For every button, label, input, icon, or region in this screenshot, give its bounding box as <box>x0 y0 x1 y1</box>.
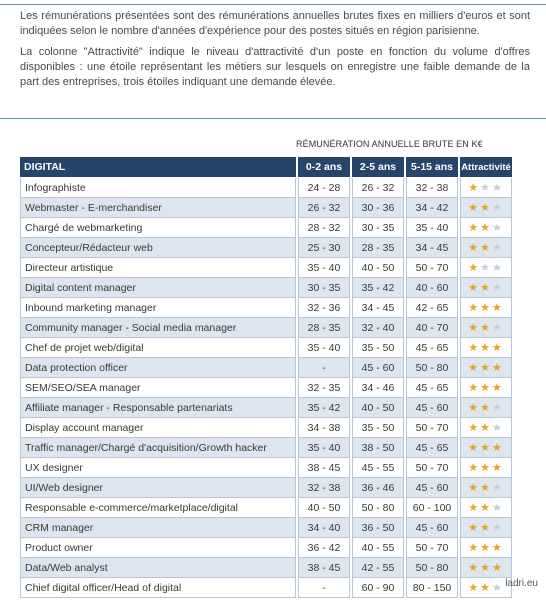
table-header-row <box>20 157 512 178</box>
role-cell: Webmaster - E-merchandiser <box>20 198 296 218</box>
star-filled-icon: ★ <box>468 262 481 274</box>
role-cell: Directeur artistique <box>20 258 296 278</box>
table-row <box>20 538 512 558</box>
star-filled-icon: ★ <box>468 562 481 574</box>
salary-5-15-cell: 45 - 60 <box>406 478 458 498</box>
star-filled-icon: ★ <box>468 322 481 334</box>
attractivite-rating <box>460 278 512 298</box>
star-empty-icon: ★ <box>491 182 504 194</box>
star-filled-icon: ★ <box>480 462 492 474</box>
table-row <box>20 178 512 198</box>
star-empty-icon: ★ <box>491 242 504 254</box>
salary-5-15-cell: 60 - 100 <box>406 498 458 518</box>
star-filled-icon: ★ <box>480 482 492 494</box>
intro-paragraph-2: La colonne "Attractivité" indique le niveau d'attractivité d'un poste en fonction du volume d'offres disponibles : une étoile représentant les métiers sur lesquels on enregistre une faible demande de la part des entreprises, trois étoiles indiquant une demande élevée. <box>20 46 530 88</box>
salary-2-5-cell: 36 - 46 <box>352 478 404 498</box>
attractivite-rating <box>460 458 512 478</box>
attractivite-rating <box>460 578 512 598</box>
star-empty-icon: ★ <box>491 202 504 214</box>
star-filled-icon: ★ <box>468 182 481 194</box>
star-empty-icon: ★ <box>480 262 492 274</box>
salary-5-15-cell: 45 - 65 <box>406 438 458 458</box>
salary-2-5-cell: 40 - 55 <box>352 538 404 558</box>
star-filled-icon: ★ <box>480 502 492 514</box>
star-filled-icon: ★ <box>480 222 492 234</box>
star-filled-icon: ★ <box>491 302 504 314</box>
salary-0-2-cell: 32 - 35 <box>298 378 350 398</box>
salary-5-15-cell: 45 - 65 <box>406 378 458 398</box>
salary-2-5-cell: 35 - 50 <box>352 338 404 358</box>
salary-0-2-cell: 35 - 40 <box>298 258 350 278</box>
salary-2-5-cell: 45 - 55 <box>352 458 404 478</box>
star-filled-icon: ★ <box>480 322 492 334</box>
salary-2-5-cell: 38 - 50 <box>352 438 404 458</box>
star-filled-icon: ★ <box>468 242 481 254</box>
star-filled-icon: ★ <box>468 382 481 394</box>
salary-2-5-cell: 26 - 32 <box>352 178 404 198</box>
salary-2-5-cell: 45 - 60 <box>352 358 404 378</box>
attractivite-rating <box>460 218 512 238</box>
role-cell: Product owner <box>20 538 296 558</box>
salary-0-2-cell: 35 - 42 <box>298 398 350 418</box>
salary-2-5-cell: 34 - 46 <box>352 378 404 398</box>
star-filled-icon: ★ <box>480 442 492 454</box>
salary-0-2-cell: 35 - 40 <box>298 338 350 358</box>
attractivite-rating <box>460 478 512 498</box>
salary-2-5-cell: 28 - 35 <box>352 238 404 258</box>
role-cell: Chief digital officer/Head of digital <box>20 578 296 598</box>
header-digital: DIGITAL <box>20 157 296 178</box>
star-filled-icon: ★ <box>491 362 504 374</box>
role-cell: Infographiste <box>20 178 296 198</box>
attractivite-rating <box>460 358 512 378</box>
salary-0-2-cell: 32 - 38 <box>298 478 350 498</box>
salary-2-5-cell: 34 - 45 <box>352 298 404 318</box>
star-filled-icon: ★ <box>491 562 504 574</box>
star-filled-icon: ★ <box>468 342 481 354</box>
star-empty-icon: ★ <box>491 422 504 434</box>
role-cell: Affiliate manager - Responsable partenariats <box>20 398 296 418</box>
table-row <box>20 278 512 298</box>
table-row <box>20 558 512 578</box>
role-cell: CRM manager <box>20 518 296 538</box>
star-filled-icon: ★ <box>480 362 492 374</box>
star-empty-icon: ★ <box>491 482 504 494</box>
header-2-5-ans: 2-5 ans <box>352 157 404 178</box>
role-cell: UI/Web designer <box>20 478 296 498</box>
star-filled-icon: ★ <box>480 402 492 414</box>
salary-5-15-cell: 40 - 60 <box>406 278 458 298</box>
table-body <box>20 178 512 598</box>
salary-2-5-cell: 30 - 35 <box>352 218 404 238</box>
salary-0-2-cell: 25 - 30 <box>298 238 350 258</box>
star-filled-icon: ★ <box>468 442 481 454</box>
attractivite-rating <box>460 418 512 438</box>
salary-0-2-cell: 34 - 40 <box>298 518 350 538</box>
attractivite-rating <box>460 498 512 518</box>
salary-5-15-cell: 35 - 40 <box>406 218 458 238</box>
table-row <box>20 438 512 458</box>
salary-0-2-cell: 34 - 38 <box>298 418 350 438</box>
role-cell: Digital content manager <box>20 278 296 298</box>
star-filled-icon: ★ <box>468 542 481 554</box>
star-filled-icon: ★ <box>468 582 481 594</box>
star-filled-icon: ★ <box>468 502 481 514</box>
salary-0-2-cell: 36 - 42 <box>298 538 350 558</box>
header-attractivite: Attractivité <box>460 157 512 178</box>
attractivite-rating <box>460 518 512 538</box>
star-filled-icon: ★ <box>468 402 481 414</box>
attractivite-rating <box>460 238 512 258</box>
remuneration-label: RÉMUNÉRATION ANNUELLE BRUTE EN K€ <box>296 139 483 149</box>
salary-5-15-cell: 45 - 65 <box>406 338 458 358</box>
star-filled-icon: ★ <box>468 282 481 294</box>
table-row <box>20 258 512 278</box>
salary-5-15-cell: 34 - 42 <box>406 198 458 218</box>
table-row <box>20 218 512 238</box>
role-cell: Data/Web analyst <box>20 558 296 578</box>
table-row <box>20 298 512 318</box>
star-filled-icon: ★ <box>468 222 481 234</box>
attractivite-rating <box>460 258 512 278</box>
star-empty-icon: ★ <box>491 502 504 514</box>
table-row <box>20 318 512 338</box>
table-row <box>20 518 512 538</box>
salary-5-15-cell: 40 - 70 <box>406 318 458 338</box>
role-cell: Chargé de webmarketing <box>20 218 296 238</box>
salary-5-15-cell: 50 - 70 <box>406 418 458 438</box>
table-row <box>20 398 512 418</box>
salary-2-5-cell: 35 - 50 <box>352 418 404 438</box>
intro-text <box>20 9 530 94</box>
attractivite-rating <box>460 378 512 398</box>
table-row <box>20 498 512 518</box>
star-filled-icon: ★ <box>480 422 492 434</box>
star-filled-icon: ★ <box>491 442 504 454</box>
star-filled-icon: ★ <box>480 382 492 394</box>
role-cell: Data protection officer <box>20 358 296 378</box>
salary-2-5-cell: 30 - 36 <box>352 198 404 218</box>
star-empty-icon: ★ <box>491 222 504 234</box>
table-row <box>20 578 512 598</box>
salary-5-15-cell: 50 - 80 <box>406 358 458 378</box>
star-empty-icon: ★ <box>491 402 504 414</box>
role-cell: SEM/SEO/SEA manager <box>20 378 296 398</box>
salary-0-2-cell: 40 - 50 <box>298 498 350 518</box>
attractivite-rating <box>460 318 512 338</box>
top-rule <box>0 4 546 5</box>
salary-2-5-cell: 42 - 55 <box>352 558 404 578</box>
star-filled-icon: ★ <box>480 202 492 214</box>
salary-5-15-cell: 50 - 70 <box>406 458 458 478</box>
attractivite-rating <box>460 558 512 578</box>
star-filled-icon: ★ <box>491 382 504 394</box>
salary-0-2-cell: 30 - 35 <box>298 278 350 298</box>
star-filled-icon: ★ <box>480 282 492 294</box>
salary-5-15-cell: 50 - 70 <box>406 258 458 278</box>
salary-5-15-cell: 50 - 80 <box>406 558 458 578</box>
salary-2-5-cell: 32 - 40 <box>352 318 404 338</box>
star-filled-icon: ★ <box>468 202 481 214</box>
star-filled-icon: ★ <box>491 342 504 354</box>
salary-5-15-cell: 80 - 150 <box>406 578 458 598</box>
header-5-15-ans: 5-15 ans <box>406 157 458 178</box>
salary-0-2-cell: 32 - 36 <box>298 298 350 318</box>
salary-0-2-cell: 38 - 45 <box>298 558 350 578</box>
attractivite-rating <box>460 198 512 218</box>
role-cell: Concepteur/Rédacteur web <box>20 238 296 258</box>
star-filled-icon: ★ <box>480 542 492 554</box>
header-0-2-ans: 0-2 ans <box>298 157 350 178</box>
salary-0-2-cell: 28 - 32 <box>298 218 350 238</box>
salary-5-15-cell: 32 - 38 <box>406 178 458 198</box>
attractivite-rating <box>460 338 512 358</box>
star-filled-icon: ★ <box>480 522 492 534</box>
salary-5-15-cell: 45 - 60 <box>406 518 458 538</box>
table-row <box>20 338 512 358</box>
star-filled-icon: ★ <box>480 562 492 574</box>
star-empty-icon: ★ <box>480 182 492 194</box>
role-cell: Chef de projet web/digital <box>20 338 296 358</box>
salary-0-2-cell: 38 - 45 <box>298 458 350 478</box>
salary-2-5-cell: 40 - 50 <box>352 258 404 278</box>
star-filled-icon: ★ <box>468 302 481 314</box>
star-empty-icon: ★ <box>491 282 504 294</box>
role-cell: Traffic manager/Chargé d'acquisition/Growth hacker <box>20 438 296 458</box>
attractivite-rating <box>460 398 512 418</box>
salary-0-2-cell: - <box>298 578 350 598</box>
star-filled-icon: ★ <box>491 542 504 554</box>
attractivite-rating <box>460 178 512 198</box>
star-filled-icon: ★ <box>480 302 492 314</box>
salary-0-2-cell: 28 - 35 <box>298 318 350 338</box>
salary-0-2-cell: - <box>298 358 350 378</box>
salary-0-2-cell: 24 - 28 <box>298 178 350 198</box>
star-filled-icon: ★ <box>480 582 492 594</box>
intro-paragraph-1: Les rémunérations présentées sont des rémunérations annuelles brutes fixes en milliers d'euros et sont indiquées selon le nombre d'années d'expérience pour des postes situés en région parisienne. <box>20 10 530 37</box>
star-filled-icon: ★ <box>468 482 481 494</box>
star-filled-icon: ★ <box>468 422 481 434</box>
table-row <box>20 238 512 258</box>
salary-2-5-cell: 60 - 90 <box>352 578 404 598</box>
star-filled-icon: ★ <box>468 522 481 534</box>
star-filled-icon: ★ <box>491 462 504 474</box>
role-cell: UX designer <box>20 458 296 478</box>
intro-bottom-rule <box>0 118 546 119</box>
salary-5-15-cell: 45 - 60 <box>406 398 458 418</box>
salary-5-15-cell: 42 - 65 <box>406 298 458 318</box>
salary-table <box>18 157 514 598</box>
table-row <box>20 478 512 498</box>
role-cell: Display account manager <box>20 418 296 438</box>
table-row <box>20 358 512 378</box>
role-cell: Inbound marketing manager <box>20 298 296 318</box>
star-empty-icon: ★ <box>491 322 504 334</box>
star-empty-icon: ★ <box>491 582 504 594</box>
role-cell: Community manager - Social media manager <box>20 318 296 338</box>
attractivite-rating <box>460 438 512 458</box>
attractivite-rating <box>460 298 512 318</box>
table-row <box>20 378 512 398</box>
table-row <box>20 458 512 478</box>
role-cell: Responsable e-commerce/marketplace/digital <box>20 498 296 518</box>
salary-0-2-cell: 26 - 32 <box>298 198 350 218</box>
star-empty-icon: ★ <box>491 522 504 534</box>
star-empty-icon: ★ <box>491 262 504 274</box>
watermark: ladri.eu <box>505 578 538 589</box>
attractivite-rating <box>460 538 512 558</box>
salary-2-5-cell: 36 - 50 <box>352 518 404 538</box>
star-filled-icon: ★ <box>480 242 492 254</box>
salary-2-5-cell: 35 - 42 <box>352 278 404 298</box>
star-filled-icon: ★ <box>480 342 492 354</box>
salary-5-15-cell: 50 - 70 <box>406 538 458 558</box>
salary-2-5-cell: 50 - 80 <box>352 498 404 518</box>
table-row <box>20 198 512 218</box>
salary-2-5-cell: 40 - 50 <box>352 398 404 418</box>
star-filled-icon: ★ <box>468 462 481 474</box>
star-filled-icon: ★ <box>468 362 481 374</box>
salary-0-2-cell: 35 - 40 <box>298 438 350 458</box>
table-row <box>20 418 512 438</box>
salary-5-15-cell: 34 - 45 <box>406 238 458 258</box>
